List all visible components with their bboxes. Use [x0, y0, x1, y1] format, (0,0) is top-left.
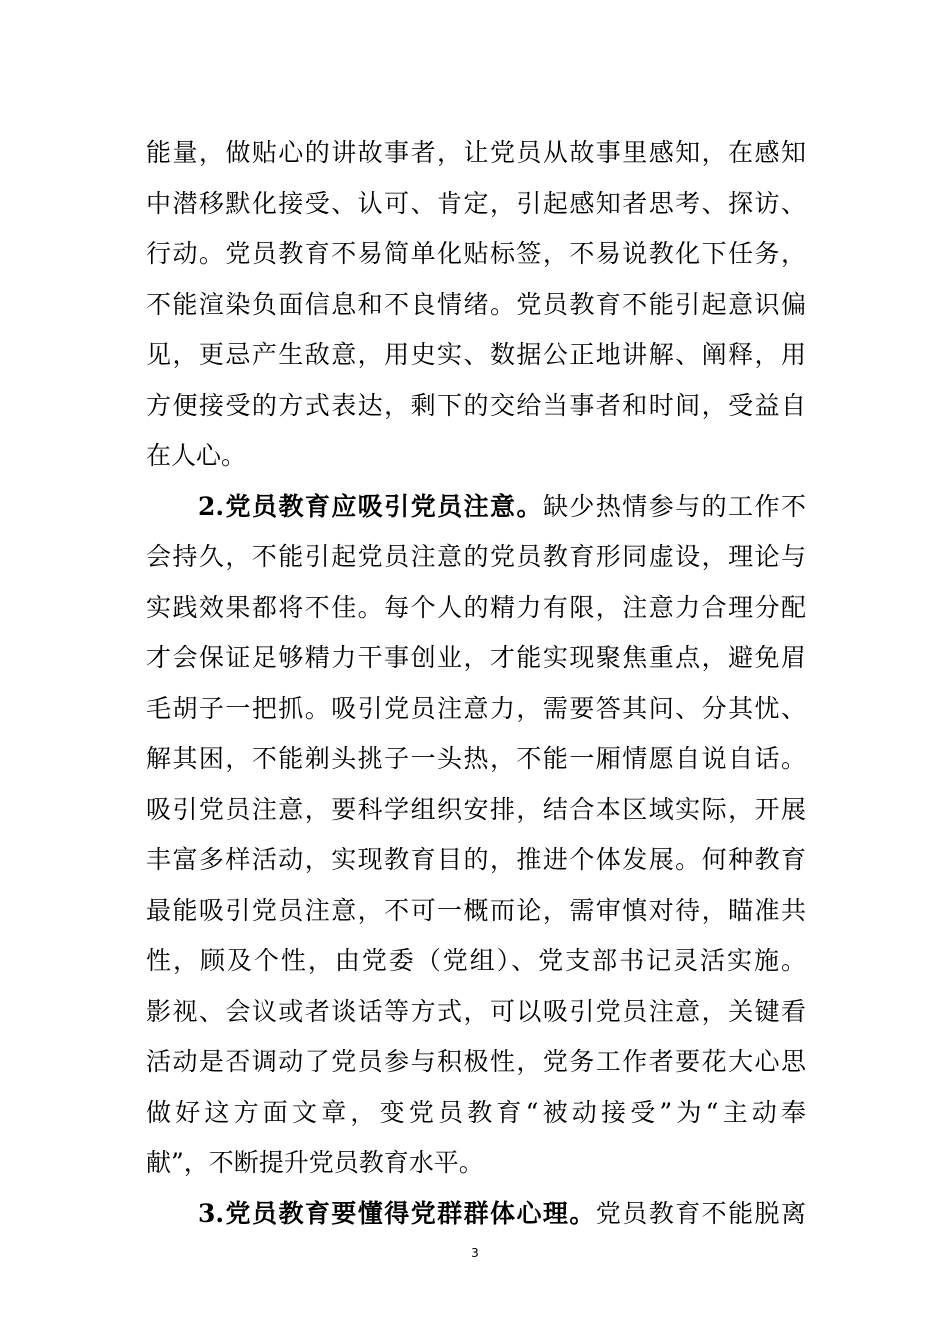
text-line: 献”，不断提升党员教育水平。 — [146, 1148, 484, 1177]
text-line: 不能渲染负面信息和不良情绪。党员教育不能引起意识偏 — [146, 289, 806, 319]
text-run: 党员教育不能脱离 — [595, 1198, 806, 1228]
text-line: 会持久，不能引起党员注意的党员教育形同虚设，理论与 — [146, 542, 806, 571]
text-line: 在人心。 — [146, 441, 247, 470]
text-line: 才会保证足够精力干事创业，才能实现聚焦重点，避免眉 — [146, 643, 806, 672]
text-line: 吸引党员注意，要科学组织安排，结合本区域实际，开展 — [146, 794, 806, 824]
text-line: 活动是否调动了党员参与积极性，党务工作者要花大心思 — [146, 1047, 806, 1076]
paragraph-3-first-line — [146, 1189, 806, 1240]
body-text — [146, 128, 806, 1239]
text-line: 毛胡子一把抓。吸引党员注意力，需要答其问、分其忧、 — [146, 693, 806, 723]
text-line: 影视、会议或者谈话等方式，可以吸引党员注意，关键看 — [146, 996, 806, 1026]
text-line: 见，更忌产生敌意，用史实、数据公正地讲解、阐释，用 — [146, 340, 806, 369]
section-heading-3: 3.党员教育要懂得党群群体心理。 — [198, 1198, 596, 1228]
paragraph-2-first-line — [146, 482, 806, 533]
text-line: 做好这方面文章，变党员教育“被动接受”为“主动奉 — [146, 1097, 806, 1127]
text-line: 行动。党员教育不易简单化贴标签，不易说教化下任务， — [146, 239, 806, 268]
text-line: 最能吸引党员注意，不可一概而论，需审慎对待，瞄准共 — [146, 895, 806, 925]
text-line: 中潜移默化接受、认可、肯定，引起感知者思考、探访、 — [146, 188, 806, 218]
text-line: 实践效果都将不佳。每个人的精力有限，注意力合理分配 — [146, 592, 806, 622]
text-line: 能量，做贴心的讲故事者，让党员从故事里感知，在感知 — [146, 138, 806, 167]
text-line: 解其困，不能剃头挑子一头热，不能一厢情愿自说自话。 — [146, 744, 806, 773]
page-number: 3 — [471, 1246, 479, 1260]
text-line: 丰富多样活动，实现教育目的，推进个体发展。何种教育 — [146, 845, 806, 874]
section-heading-2: 2.党员教育应吸引党员注意。 — [198, 491, 543, 521]
text-line: 性，顾及个性，由党委（党组）、党支部书记灵活实施。 — [146, 946, 806, 975]
text-line: 方便接受的方式表达，剩下的交给当事者和时间，受益自 — [146, 390, 806, 420]
text-run: 缺少热情参与的工作不 — [542, 491, 806, 521]
